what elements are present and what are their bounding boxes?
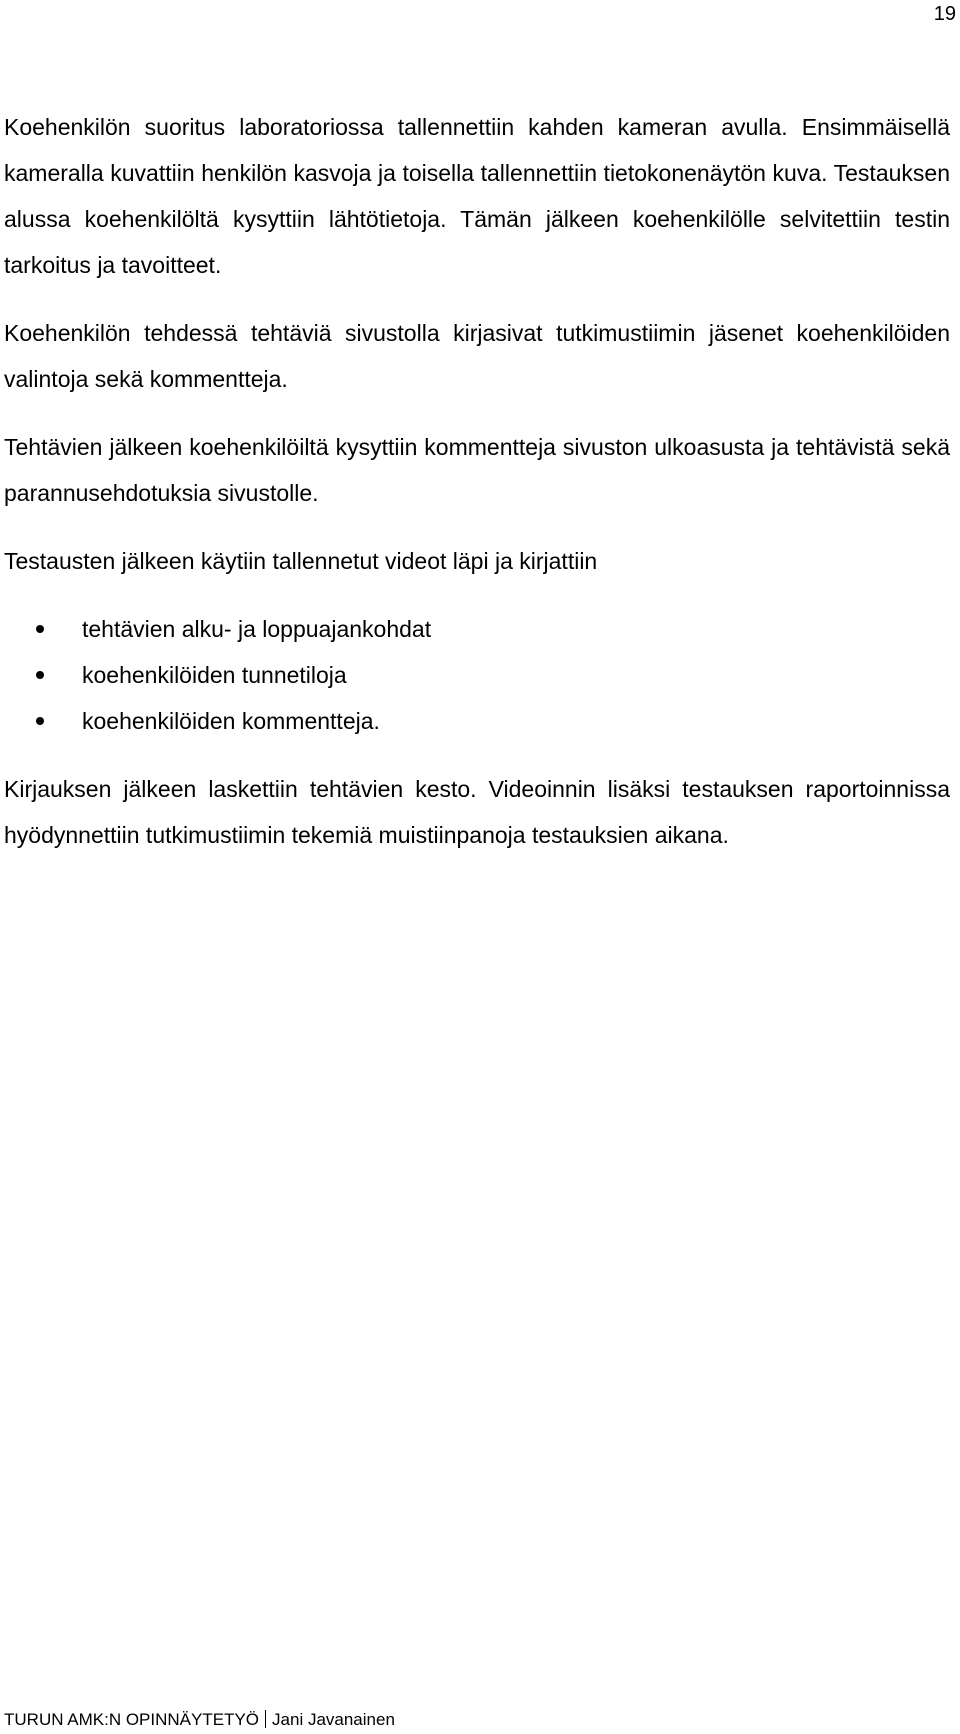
list-item [4, 698, 950, 744]
bullet-icon [36, 717, 44, 725]
list-item-text: tehtävien alku- ja loppuajankohdat [82, 616, 432, 642]
footer-divider [265, 1710, 266, 1728]
paragraph-after-tasks: Tehtävien jälkeen koehenkilöiltä kysyttiin kommentteja sivuston ulkoasusta ja tehtävistä sekä parannusehdotuksia sivustolle. [4, 434, 950, 506]
bullet-list [4, 606, 950, 744]
list-item [4, 652, 950, 698]
page-footer [4, 1710, 395, 1730]
paragraph-video-review: Testausten jälkeen käytiin tallennetut videot läpi ja kirjattiin [4, 548, 598, 574]
paragraph-recording: Koehenkilön suoritus laboratoriossa tallennettiin kahden kameran avulla. Ensimmäisellä kameralla kuvattiin henkilön kasvoja ja toisella tallennettiin tietokonenäytön kuva. Testauksen alussa koehenkilöltä kysyttiin lähtötietoja. Tämän jälkeen koehenkilölle selvitettiin testin tarkoitus ja tavoitteet. [4, 114, 950, 278]
footer-publication: TURUN AMK:N OPINNÄYTETYÖ [4, 1710, 260, 1729]
list-item [4, 606, 950, 652]
bullet-icon [36, 625, 44, 633]
footer-author: Jani Javanainen [272, 1710, 395, 1729]
list-item-text: koehenkilöiden kommentteja. [82, 708, 380, 734]
document-body [4, 104, 950, 858]
paragraph-duration: Kirjauksen jälkeen laskettiin tehtävien kesto. Videoinnin lisäksi testauksen raportoinnissa hyödynnettiin tutkimustiimin tekemiä muistiinpanoja testauksien aikana. [4, 776, 950, 848]
list-item-text: koehenkilöiden tunnetiloja [82, 662, 347, 688]
page-number: 19 [933, 3, 956, 25]
bullet-icon [36, 671, 44, 679]
paragraph-team-notes: Koehenkilön tehdessä tehtäviä sivustolla kirjasivat tutkimustiimin jäsenet koehenkilöiden valintoja sekä kommentteja. [4, 320, 950, 392]
